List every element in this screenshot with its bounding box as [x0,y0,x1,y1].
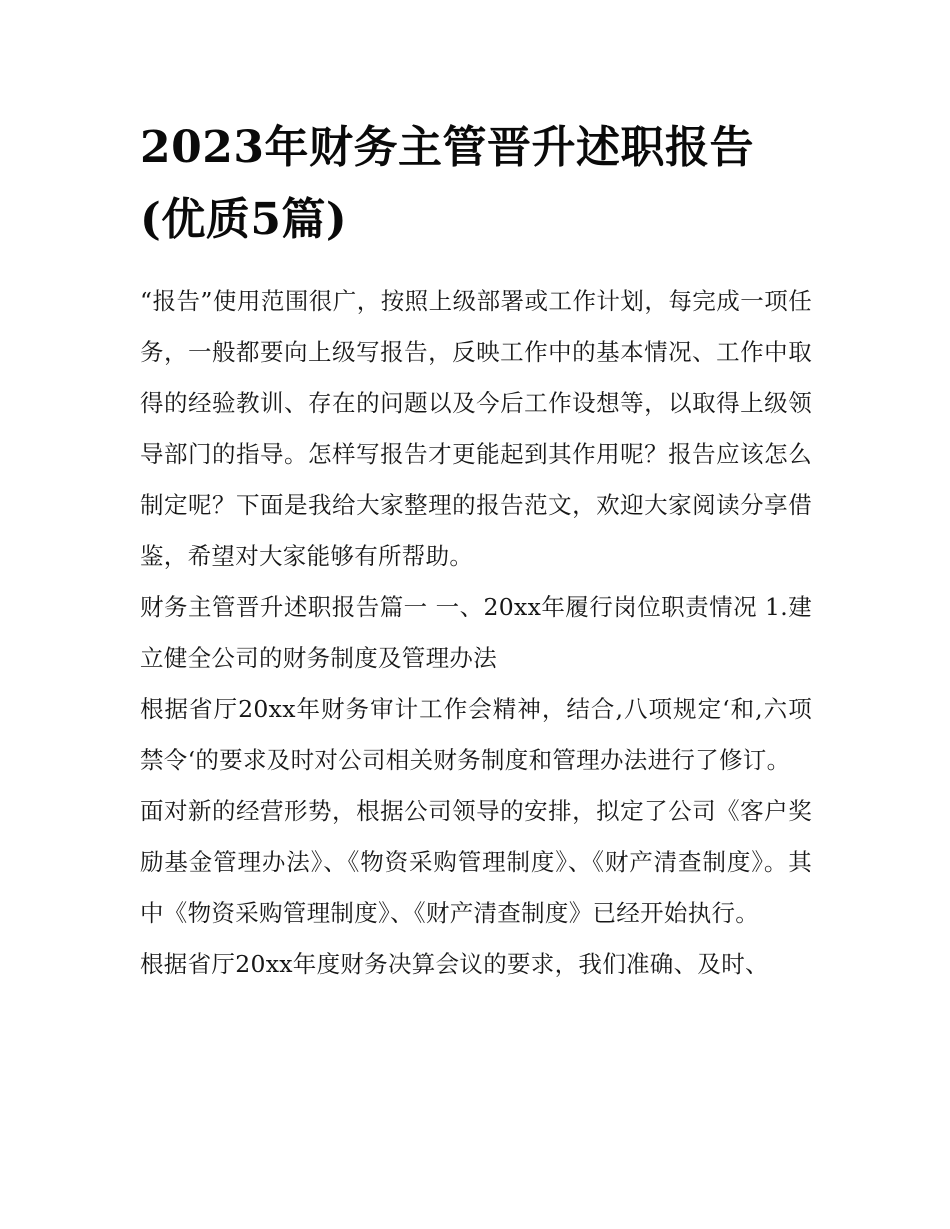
body-paragraph: 根据省厅20xx年度财务决算会议的要求，我们准确、及时、 [140,950,769,978]
body-paragraph: 面对新的经营形势，根据公司领导的安排，拟定了公司《客户奖励基金管理办法》、《物资采购管理制度》、《财产清查制度》。其中《物资采购管理制度》、《财产清查制度》已经开始执行。 [140,797,812,927]
section-heading-paragraph: 财务主管晋升述职报告篇一 一、20xx年履行岗位职责情况 1.建立健全公司的财务制度及管理办法 [140,593,812,672]
intro-paragraph: “报告”使用范围很广，按照上级部署或工作计划，每完成一项任务，一般都要向上级写报告，反映工作中的基本情况、工作中取得的经验教训、存在的问题以及今后工作设想等，以取得上级领导部门的指导。怎样写报告才更能起到其作用呢？报告应该怎么制定呢？下面是我给大家整理的报告范文，欢迎大家阅读分享借鉴，希望对大家能够有所帮助。 [140,287,812,570]
document-page [140,112,812,990]
document-title: 2023年财务主管晋升述职报告(优质5篇) [140,122,754,245]
body-paragraph: 根据省厅20xx年财务审计工作会精神，结合,八项规定‘和,六项禁令‘的要求及时对公司相关财务制度和管理办法进行了修订。 [140,695,812,774]
